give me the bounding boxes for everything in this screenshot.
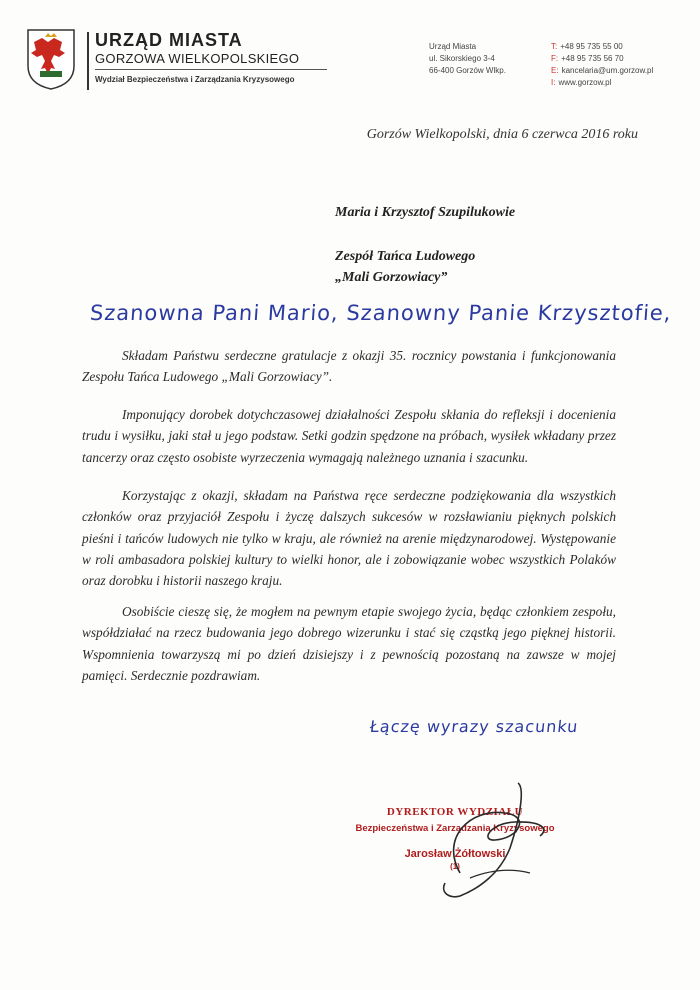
handwritten-signature bbox=[400, 778, 600, 903]
recipient-org-line2: „Mali Gorzowiacy” bbox=[335, 270, 448, 285]
header-divider bbox=[87, 32, 89, 90]
department-name: Wydział Bezpieczeństwa i Zarządzania Kryzysowego bbox=[95, 75, 295, 84]
handwritten-salutation: Szanowna Pani Mario, Szanowny Panie Krzysztofie, bbox=[89, 301, 673, 325]
stamp-department: Bezpieczeństwa i Zarządzania Kryzysowego bbox=[355, 823, 555, 834]
stamp-name: Jarosław Żółtowski bbox=[404, 848, 506, 860]
org-title: URZĄD MIASTA bbox=[95, 30, 243, 50]
address-line: ul. Sikorskiego 3-4 bbox=[429, 54, 495, 63]
recipient-org-line1: Zespół Tańca Ludowego bbox=[335, 249, 476, 264]
body-paragraph-1: Składam Państwu serdeczne gratulacje z okazji 35. rocznicy powstania i funkcjonowania Zespołu Tańca Ludowego „Mali Gorzowiacy”. bbox=[82, 348, 616, 385]
body-paragraph-2: Imponujący dorobek dotychczasowej działalności Zespołu skłania do refleksji i docenienia trudu i wysiłku, jaki stał u jego podstaw. Setki godzin spędzone na próbach, wysiłek wkładany przez tancerzy oraz często osobiste wyrzeczenia wymagają należnego uznania i szacunku. bbox=[82, 407, 616, 465]
address-line: 66-400 Gorzów Wlkp. bbox=[429, 66, 506, 75]
handwritten-closing: Łączę wyrazy szacunku bbox=[369, 717, 580, 736]
stamp-number: (1) bbox=[450, 862, 460, 871]
letter-date: Gorzów Wielkopolski, dnia 6 czerwca 2016 roku bbox=[366, 127, 638, 142]
body-paragraph-3: Korzystając z okazji, składam na Państwa ręce serdeczne podziękowania dla wszystkich członków oraz przyjaciół Zespołu i życzę dalszych sukcesów w rozsławianiu pięknych polskich pieśni i tańców ludowych nie tylko w kraju, ale również na arenie międzynarodowej. Występowanie w roli ambasadora polskiej kultury to wielki honor, ale i zobowiązanie wobec wszystkich Polaków oraz dorobku i historii naszego kraju. bbox=[82, 488, 616, 589]
stamp-title: DYREKTOR WYDZIAŁU bbox=[386, 806, 524, 818]
address-line: Urząd Miasta bbox=[429, 42, 477, 51]
contact-block bbox=[551, 41, 653, 89]
org-subtitle: GORZOWA WIELKOPOLSKIEGO bbox=[95, 51, 300, 66]
contact-fax: F: +48 95 735 56 70 bbox=[551, 54, 624, 63]
eagle-crest-icon bbox=[26, 28, 76, 90]
recipient-name: Maria i Krzysztof Szupilukowie bbox=[335, 205, 516, 220]
contact-email[interactable]: E: kancelaria@um.gorzow.pl bbox=[551, 66, 654, 75]
address-block bbox=[429, 41, 506, 77]
contact-website[interactable]: I: www.gorzow.pl bbox=[551, 78, 612, 87]
body-paragraph-4: Osobiście cieszę się, że mogłem na pewnym etapie swojego życia, będąc członkiem zespołu, współdziałać na rzecz budowania jego dobrego wizerunku i stać się cząstką jego pięknej historii. Wspomnienia towarzyszą mi po dzień dzisiejszy i z pewnością pozostaną na zawsze w mojej pamięci. Serdecznie pozdrawiam. bbox=[82, 604, 616, 683]
header-rule bbox=[95, 69, 327, 70]
contact-phone: T: +48 95 735 55 00 bbox=[551, 42, 623, 51]
